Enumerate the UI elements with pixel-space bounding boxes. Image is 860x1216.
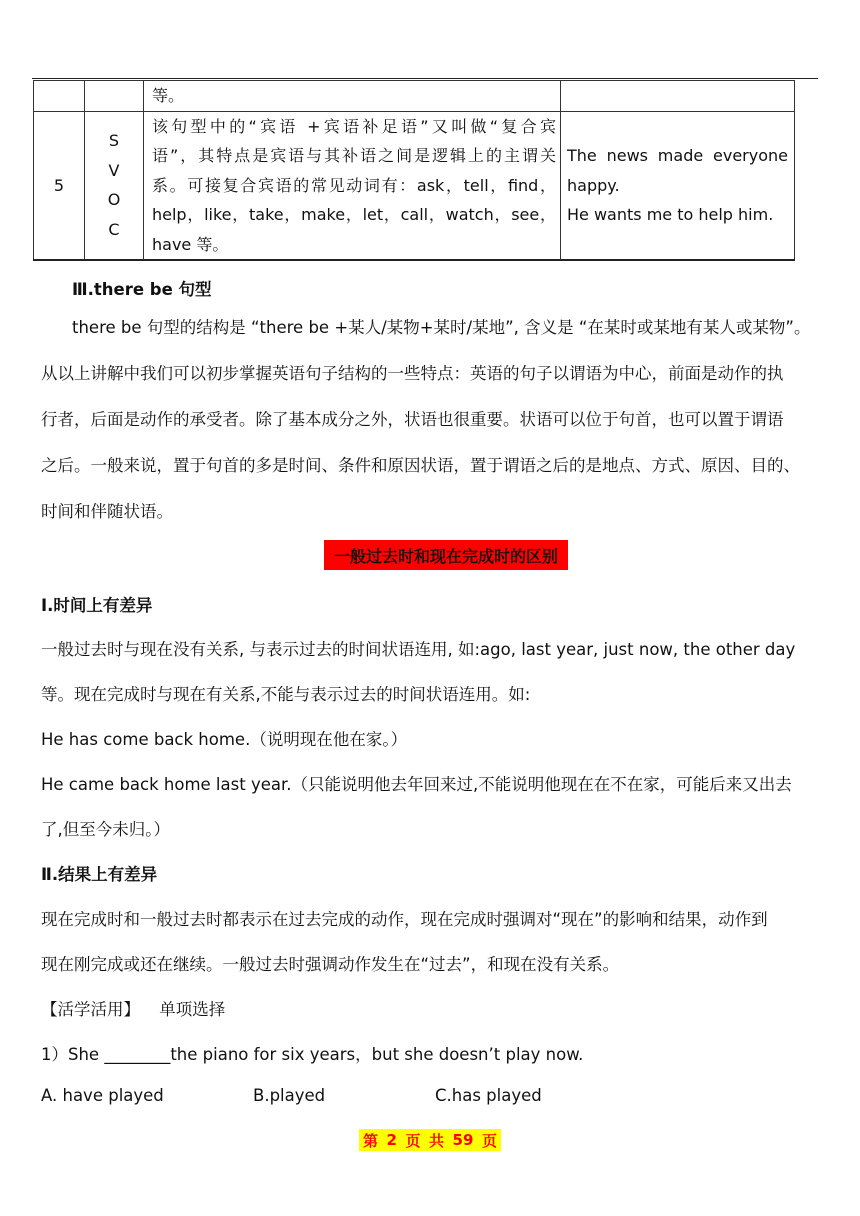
cell-example-empty <box>561 81 795 112</box>
exercise-title <box>41 996 225 1020</box>
description-tail: 等。 <box>152 86 185 105</box>
paragraph-line: 等。现在完成时与现在有关系,不能与表示过去的时间状语连用。如: <box>41 685 531 704</box>
example-sentence: He came back home last year.（只能说明他去年回来过,不能说明他现在在不在家，可能后来又出去 <box>41 775 792 794</box>
section-banner: 一般过去时和现在完成时的区别 <box>324 540 568 570</box>
heading-time-difference: Ⅰ.时间上有差异 <box>41 596 153 615</box>
table-row <box>34 81 795 112</box>
footer-part: 第 <box>363 1131 379 1150</box>
table-top-rule <box>32 78 818 79</box>
example-line: He wants me to help him. <box>567 205 774 224</box>
there-be-paragraph <box>41 305 819 535</box>
description-line: help，like，take，make，let，call，watch，see， <box>152 205 556 224</box>
structure-svoc <box>85 111 144 260</box>
row-number: 5 <box>34 111 85 260</box>
footer-part: 页 <box>481 1131 497 1150</box>
cell-structure-empty <box>85 81 144 112</box>
example-line: The news made everyone <box>567 146 788 165</box>
exercise-type: 单项选择 <box>159 1000 226 1019</box>
option-b: B.played <box>253 1086 326 1105</box>
paragraph-line: 现在刚完成或还在继续。一般过去时强调动作发生在“过去”，和现在没有关系。 <box>41 955 620 974</box>
cell-example <box>561 111 795 260</box>
footer-current-page: 2 <box>386 1131 397 1149</box>
paragraph-line: 行者，后面是动作的承受者。除了基本成分之外，状语也很重要。状语可以位于句首，也可以置于谓语 <box>41 410 784 429</box>
exercise-question: 1）She ________the piano for six years，but she doesn’t play now. <box>41 1045 584 1064</box>
description-line: 语”，其特点是宾语与其补语之间是逻辑上的主谓关 <box>152 146 556 165</box>
section-heading-there-be: Ⅲ.there be 句型 <box>72 280 212 299</box>
heading-result-difference: Ⅱ.结果上有差异 <box>41 865 158 884</box>
table-row <box>34 111 795 260</box>
paragraph-line: there be 句型的结构是 “there be +某人/某物+某时/某地”, 含义是 “在某时或某地有某人或某物”。 <box>72 318 811 337</box>
description-line: 系。可接复合宾语的常见动词有：ask，tell，find， <box>152 175 556 195</box>
paragraph-line: 一般过去时与现在没有关系, 与表示过去的时间状语连用, 如:ago, last year, just now, the other day <box>41 640 796 659</box>
sentence-pattern-table <box>33 80 795 261</box>
footer-part: 共 <box>429 1131 445 1150</box>
description-line: have 等。 <box>152 234 229 254</box>
structure-letter: S <box>108 131 120 151</box>
page-number-footer <box>359 1129 501 1151</box>
example-sentence: He has come back home.（说明现在他在家。） <box>41 730 408 749</box>
paragraph-line: 之后。一般来说，置于句首的多是时间、条件和原因状语，置于谓语之后的是地点、方式、原因、目的、 <box>41 456 800 475</box>
paragraph-line: 时间和伴随状语。 <box>41 502 173 521</box>
exercise-label: 【活学活用】 <box>41 1000 140 1019</box>
footer-part: 页 <box>405 1131 421 1150</box>
footer-total-pages: 59 <box>452 1131 474 1149</box>
cell-description <box>144 81 561 112</box>
paragraph-line: 从以上讲解中我们可以初步掌握英语句子结构的一些特点：英语的句子以谓语为中心，前面是动作的执 <box>41 364 784 383</box>
example-line: happy. <box>567 175 620 195</box>
cell-number-empty <box>34 81 85 112</box>
structure-letter: O <box>107 190 121 210</box>
structure-letter: V <box>108 160 120 180</box>
paragraph-line: 现在完成时和一般过去时都表示在过去完成的动作，现在完成时强调对“现在”的影响和结果，动作到 <box>41 910 768 929</box>
cell-description <box>144 111 561 260</box>
description-line: 该句型中的“宾语 +宾语补足语”又叫做“复合宾 <box>152 116 556 136</box>
option-c: C.has played <box>435 1086 542 1105</box>
structure-letter: C <box>108 219 120 239</box>
paragraph-line: 了,但至今未归。） <box>41 820 170 839</box>
option-a: A. have played <box>41 1086 164 1105</box>
